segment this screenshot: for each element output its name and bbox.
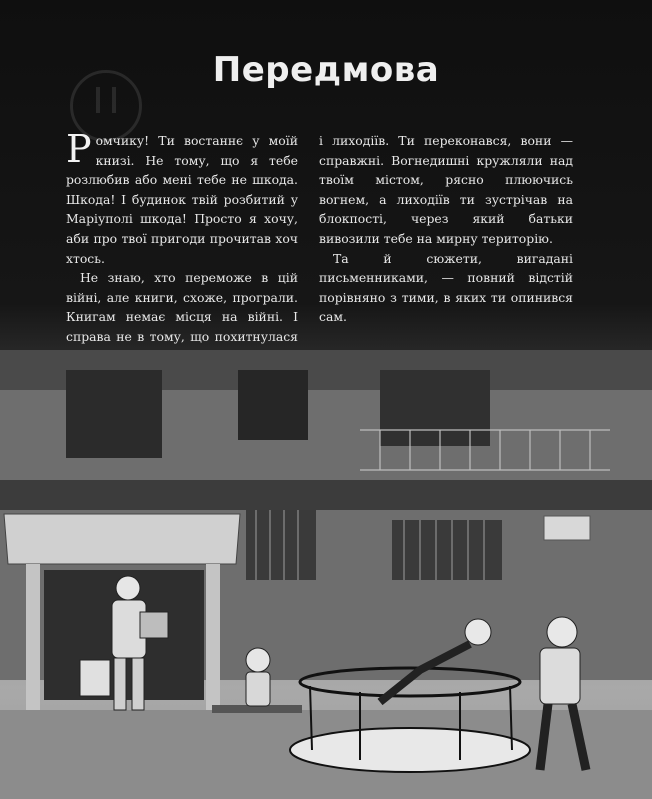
window xyxy=(66,370,162,458)
paragraph-1 xyxy=(66,127,298,268)
window xyxy=(380,370,490,446)
paragraph-4: Та й сюжети, вигадані письменниками, — повний відстій порівняно з тими, в яких ти опинився сам. xyxy=(319,250,573,325)
canopy-column xyxy=(26,564,40,714)
window xyxy=(238,370,308,440)
illustration-destroyed-building xyxy=(0,330,652,799)
page-title: Передмова xyxy=(212,50,440,90)
paragraph-3: і лиходіїв. Ти переконався, вони — справжні. Вогнедишні кружляли над твоїм містом, рясно плюючись вогнем, а лиходіїв ти зустрічав на блокпості, через який батьки вивозили тебе на мирну територію. xyxy=(319,133,573,246)
right-text-column xyxy=(319,131,573,327)
paragraph-1-text: омчику! Ти востаннє у моїй книзі. Не тому, що я тебе розлюбив або мені тебе не шкода. Шкода! І будинок твій розбитий у Маріуполі шкода! Просто я хочу, аби про твої пригоди прочитав хоч хтось. xyxy=(66,133,298,266)
air-conditioner xyxy=(544,516,590,540)
canopy-column xyxy=(206,564,220,714)
barred-window xyxy=(392,520,502,580)
damaged-slab xyxy=(0,480,652,510)
entrance-canopy xyxy=(4,514,240,564)
paragraph-2: Не знаю, хто переможе в цій війні, але книги, схоже, програли. Книгам немає місця на війні. І справа не в тому, що похитнулася xyxy=(66,270,298,344)
drop-cap: Р xyxy=(66,127,92,171)
